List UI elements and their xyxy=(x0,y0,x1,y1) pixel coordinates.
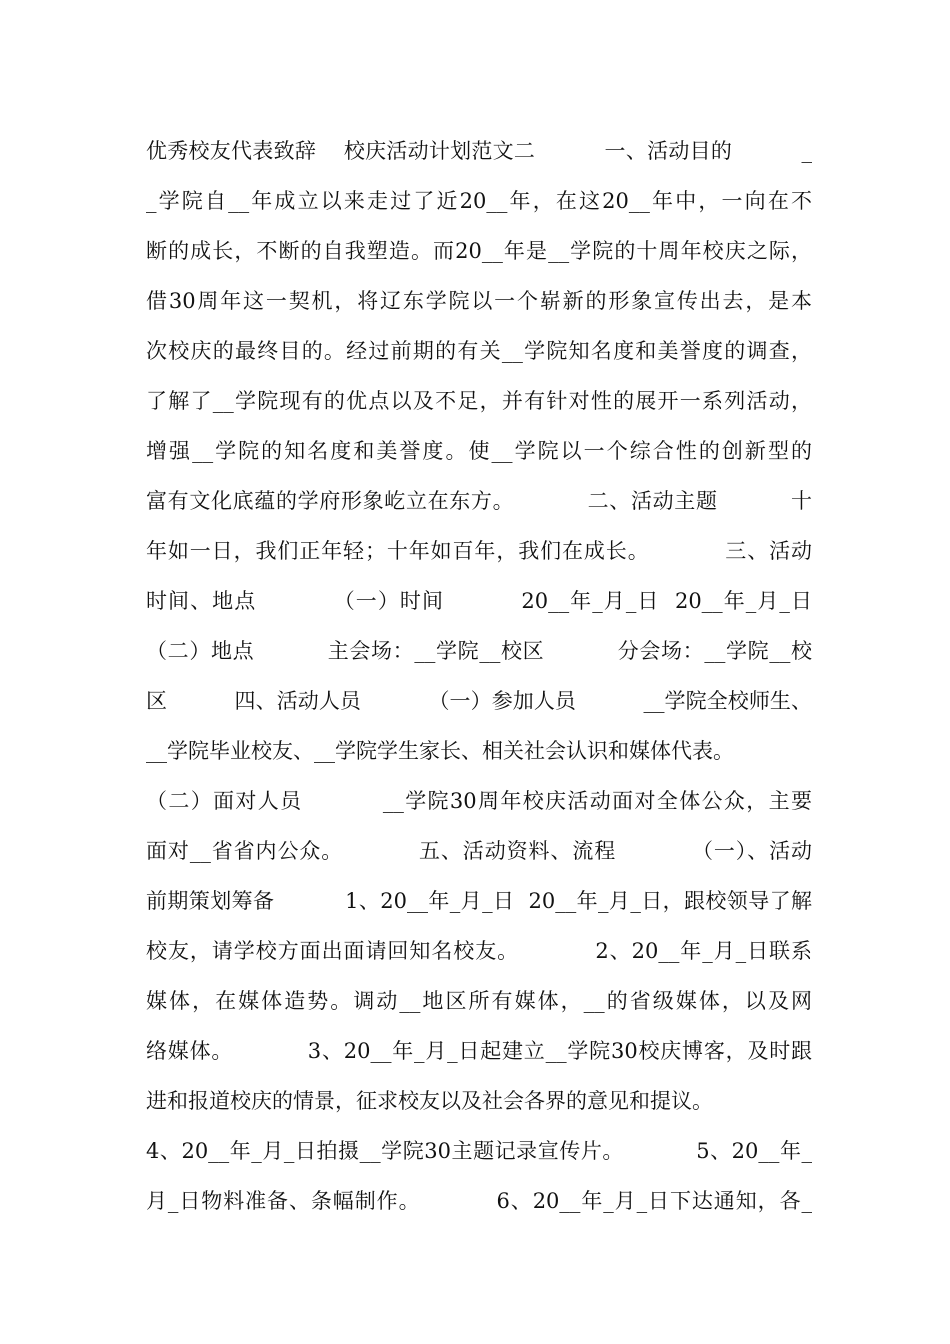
text-line: 络媒体。 3、20__年_月_日起建立__学院30校庆博客，及时跟 xyxy=(146,1039,812,1063)
text-line: 借30周年这一契机，将辽东学院以一个崭新的形象宣传出去，是本 xyxy=(146,289,812,313)
text-line: 断的成长，不断的自我塑造。而20__年是__学院的十周年校庆之际， xyxy=(146,239,812,263)
text-line: _学院自__年成立以来走过了近20__年，在这20__年中，一向在不 xyxy=(146,189,812,213)
text-line: 面对__省省内公众。 五、活动资料、流程 （一）、活动 xyxy=(146,839,812,863)
text-line: __学院毕业校友、__学院学生家长、相关社会认识和媒体代表。 xyxy=(146,739,734,763)
text-line: 进和报道校庆的情景，征求校友以及社会各界的意见和提议。 xyxy=(146,1089,713,1113)
text-line: 月_日物料准备、条幅制作。 6、20__年_月_日下达通知，各_ xyxy=(146,1189,812,1213)
text-line: 前期策划筹备 1、20__年_月_日 20__年_月_日，跟校领导了解 xyxy=(146,889,812,913)
text-line: （二）面对人员 __学院30周年校庆活动面对全体公众，主要 xyxy=(146,789,812,813)
text-line: 次校庆的最终目的。经过前期的有关__学院知名度和美誉度的调查， xyxy=(146,339,812,363)
text-line: 媒体，在媒体造势。调动__地区所有媒体，__的省级媒体，以及网 xyxy=(146,989,812,1013)
text-line: 了解了__学院现有的优点以及不足，并有针对性的展开一系列活动， xyxy=(146,389,812,413)
text-line: 4、20__年_月_日拍摄__学院30主题记录宣传片。 5、20__年_ xyxy=(146,1139,812,1163)
text-line: 时间、地点 （一）时间 20__年_月_日 20__年_月_日 xyxy=(146,589,812,613)
text-line: 优秀校友代表致辞 校庆活动计划范文二 一、活动目的 _ xyxy=(146,139,812,163)
text-line: 富有文化底蕴的学府形象屹立在东方。 二、活动主题 十 xyxy=(146,489,812,513)
body-text xyxy=(146,129,812,1229)
text-line: 校友，请学校方面出面请回知名校友。 2、20__年_月_日联系 xyxy=(146,939,812,963)
text-line: （二）地点 主会场：__学院__校区 分会场：__学院__校 xyxy=(146,639,812,663)
text-line: 区 四、活动人员 （一）参加人员 __学院全校师生、 xyxy=(146,689,812,713)
text-line: 增强__学院的知名度和美誉度。使__学院以一个综合性的创新型的 xyxy=(146,439,812,463)
text-line: 年如一日，我们正年轻；十年如百年，我们在成长。 三、活动 xyxy=(146,539,812,563)
